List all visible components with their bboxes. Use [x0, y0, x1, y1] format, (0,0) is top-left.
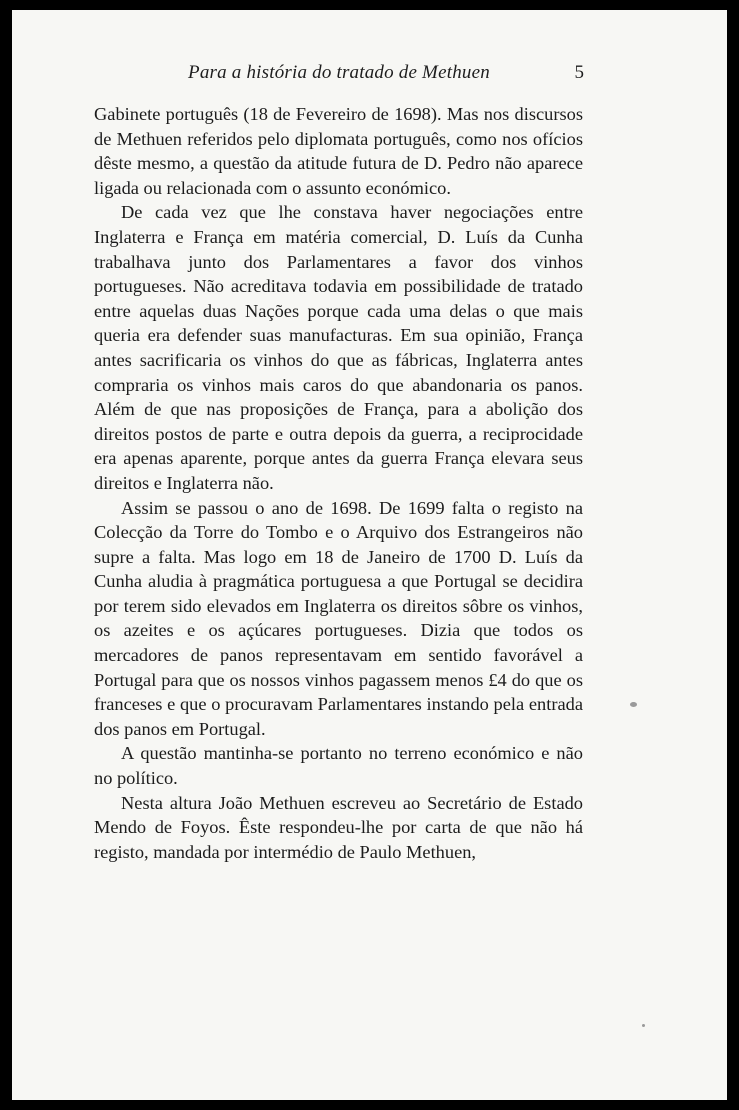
scan-speck — [642, 1024, 645, 1027]
body-text — [94, 102, 583, 864]
paragraph-5: Nesta altura João Methuen escreveu ao Secretário de Estado Mendo de Foyos. Êste respondeu-lhe por carta de que não há registo, mandada por intermédio de Paulo Methuen, — [94, 792, 583, 862]
page-header — [94, 62, 584, 92]
book-page — [12, 10, 727, 1100]
paragraph-3: Assim se passou o ano de 1698. De 1699 falta o registo na Colecção da Torre do Tombo e o Arquivo dos Estrangeiros não supre a falta. Mas logo em 18 de Janeiro de 1700 D. Luís da Cunha aludia à pragmática portuguesa a que Portugal se decidira por terem sido elevados em Inglaterra os direitos sôbre os vinhos, os azeites e os açúcares portugueses. Dizia que todos os mercadores de panos representavam em sentido favorável a Portugal para que os nossos vinhos pagassem menos £4 do que os franceses e que o procuravam Parlamentares instando pela entrada dos panos em Portugal. — [94, 497, 583, 739]
paragraph-1: Gabinete português (18 de Fevereiro de 1698). Mas nos discursos de Methuen referidos pelo diplomata português, como nos ofícios dêste mesmo, a questão da atitude futura de D. Pedro não aparece ligada ou relacionada com o assunto económico. — [94, 104, 583, 198]
scan-speck — [630, 702, 637, 707]
page-number: 5 — [574, 62, 584, 83]
paragraph-4: A questão mantinha-se portanto no terreno económico e não no político. — [94, 743, 583, 789]
paragraph-2: De cada vez que lhe constava haver negociações entre Inglaterra e França em matéria comercial, D. Luís da Cunha trabalhava junto dos Parlamentares a favor dos vinhos portugueses. Não acreditava todavia em possibilidade de tratado entre aquelas duas Nações porque cada uma delas o que mais queria era defender suas manufacturas. Em sua opinião, França antes sacrificaria os vinhos do que as fábricas, Inglaterra antes compraria os vinhos mais caros do que abandonaria os panos. Além de que nas proposições de França, para a abolição dos direitos postos de parte e outra depois da guerra, a reciprocidade era apenas aparente, porque antes da guerra França elevara seus direitos e Inglaterra não. — [94, 202, 583, 493]
running-title: Para a história do tratado de Methuen — [188, 62, 490, 83]
